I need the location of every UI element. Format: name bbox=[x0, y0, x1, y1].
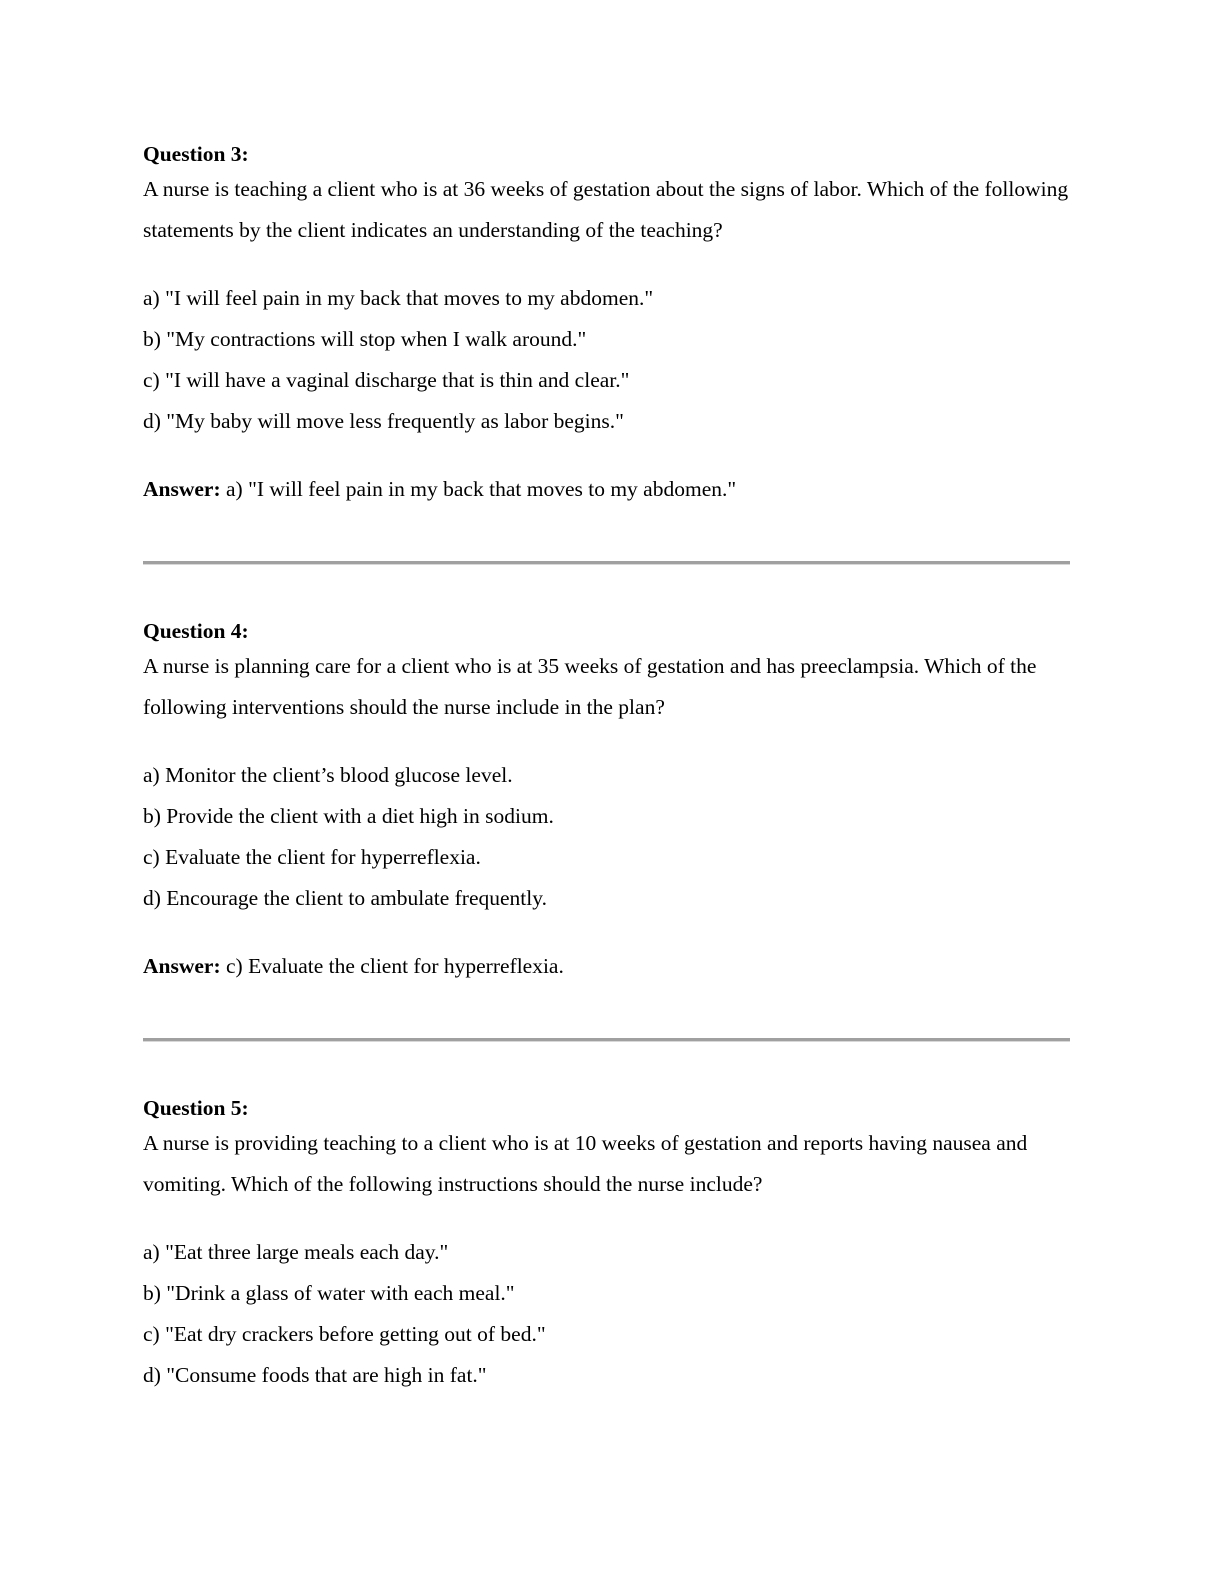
option-b: b) "My contractions will stop when I walk around." bbox=[143, 327, 587, 351]
answer-text: a) "I will feel pain in my back that moves to my abdomen." bbox=[220, 477, 737, 501]
option-b: b) "Drink a glass of water with each meal." bbox=[143, 1281, 515, 1305]
answer-label: Answer: bbox=[143, 477, 221, 501]
option-c: c) "Eat dry crackers before getting out of bed." bbox=[143, 1322, 546, 1346]
option-a: a) "Eat three large meals each day." bbox=[143, 1240, 449, 1264]
question-heading: Question 3: bbox=[143, 142, 249, 166]
document-page bbox=[143, 139, 1073, 1396]
answer-label: Answer: bbox=[143, 954, 221, 978]
question-stem: A nurse is teaching a client who is at 36 weeks of gestation about the signs of labor. Which of the following statements by the client indicates an understanding of the teaching? bbox=[143, 177, 1069, 242]
option-d: d) "Consume foods that are high in fat." bbox=[143, 1363, 487, 1387]
question-heading: Question 4: bbox=[143, 619, 249, 643]
question-stem: A nurse is planning care for a client who is at 35 weeks of gestation and has preeclampsia. Which of the following interventions should the nurse include in the plan? bbox=[143, 654, 1037, 719]
answer-line bbox=[143, 946, 1073, 987]
question-5 bbox=[143, 1093, 1073, 1396]
question-heading: Question 5: bbox=[143, 1096, 249, 1120]
section-divider bbox=[143, 1038, 1070, 1042]
option-b: b) Provide the client with a diet high in sodium. bbox=[143, 804, 554, 828]
question-stem: A nurse is providing teaching to a client who is at 10 weeks of gestation and reports having nausea and vomiting. Which of the following instructions should the nurse include? bbox=[143, 1131, 1028, 1196]
option-c: c) Evaluate the client for hyperreflexia. bbox=[143, 845, 481, 869]
answer-options bbox=[143, 755, 1073, 919]
answer-line bbox=[143, 469, 1073, 510]
answer-text: c) Evaluate the client for hyperreflexia. bbox=[220, 954, 564, 978]
question-4 bbox=[143, 616, 1073, 987]
option-a: a) Monitor the client’s blood glucose level. bbox=[143, 763, 513, 787]
section-divider bbox=[143, 561, 1070, 565]
option-d: d) "My baby will move less frequently as labor begins." bbox=[143, 409, 624, 433]
answer-options bbox=[143, 1232, 1073, 1396]
option-d: d) Encourage the client to ambulate frequently. bbox=[143, 886, 547, 910]
option-c: c) "I will have a vaginal discharge that is thin and clear." bbox=[143, 368, 630, 392]
answer-options bbox=[143, 278, 1073, 442]
option-a: a) "I will feel pain in my back that moves to my abdomen." bbox=[143, 286, 654, 310]
question-3 bbox=[143, 139, 1073, 510]
